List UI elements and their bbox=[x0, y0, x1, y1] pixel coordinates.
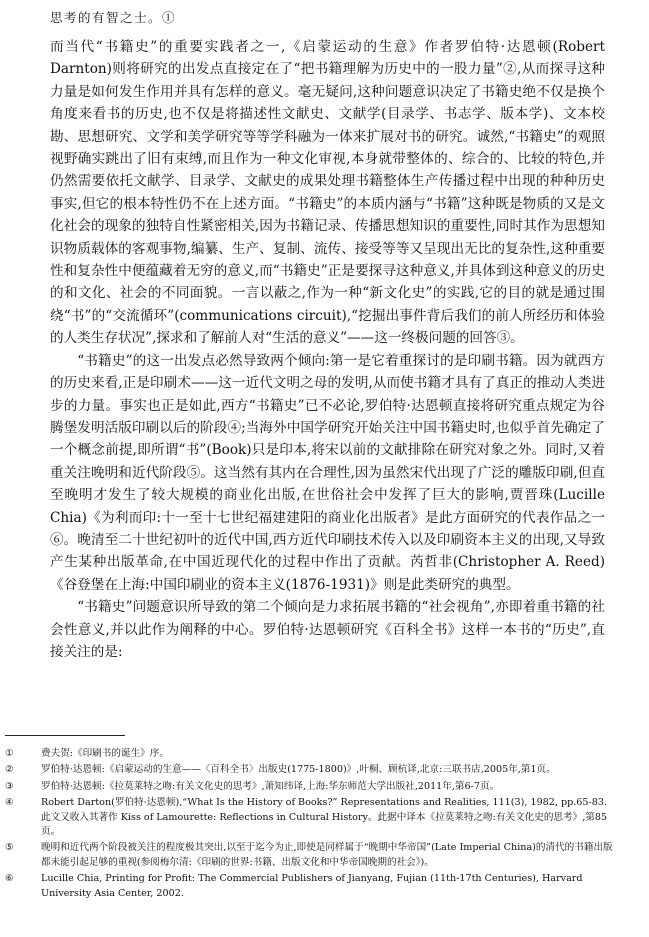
continued-line: 思考的有智之士。① bbox=[50, 10, 177, 25]
footnote-text: 费夫贺:《印刷书的诞生》序。 bbox=[41, 748, 169, 759]
footnote-5 bbox=[5, 841, 617, 870]
footnote-text: 晚明和近代两个阶段被关注的程度极其突出,以至于迄今为止,即使是同样属于“晚期中华帝国”(Late Imperial China)的清代的书籍出版都未能引起足够的重视(参阅梅尔清:《印刷的世界:书籍、出版文化和中华帝国晚期的社会》)。 bbox=[41, 842, 613, 868]
footnote-number: ① bbox=[5, 748, 14, 759]
footnote-4 bbox=[5, 796, 617, 839]
footnote-3 bbox=[5, 780, 617, 794]
paragraph-2: “书籍史”的这一出发点必然导致两个倾向:第一是它着重探讨的是印刷书籍。因为就西方的历史来看,正是印刷术——这一近代文明之母的发明,从而使书籍才具有了真正的推动人类进步的力量。事实也正是如此,西方“书籍史”已不必论,罗伯特·达恩顿直接将研究重点规定为谷腾堡发明活版印刷以后的阶段④;当海外中国学研究开始关注中国书籍史时,也似乎首先确定了一个概念前提,即所谓“书”(Book)只是印本,将宋以前的文献排除在研究对象之外。同时,又着重关注晚明和近代阶段⑤。这当然有其内在合理性,因为虽然宋代出现了广泛的雕版印刷,但直至晚明才发生了较大规模的商业化出版,在世俗社会中发挥了巨大的影响,贾晋珠(Lucille Chia)《为利而印:十一至十七世纪福建建阳的商业化出版者》是此方面研究的代表作品之一⑥。晚清至二十世纪初叶的近代中国,西方近代印刷技术传入以及印刷资本主义的出现,又导致产生某种出版革命,在中国近现代化的过程中作出了贡献。芮哲非(Christopher A. Reed)《谷登堡在上海:中国印刷业的资本主义(1876-1931)》则是此类研究的典型。 bbox=[50, 352, 605, 593]
paragraph-3: “书籍史”问题意识所导致的第二个倾向是力求拓展书籍的“社会视角”,亦即着重书籍的社会性意义,并以此作为阐释的中心。罗伯特·达恩顿研究《百科全书》这样一本书的“历史”,直接关注的是: bbox=[50, 599, 605, 660]
footnotes bbox=[5, 747, 617, 903]
footnote-number: ⑥ bbox=[5, 873, 14, 885]
footnote-text: 罗伯特·达恩顿:《拉莫莱特之吻:有关文化史的思考》,萧知纬译,上海:华东师范大学出版社,2011年,第6-7页。 bbox=[41, 780, 500, 792]
footnote-divider bbox=[5, 735, 125, 736]
footnote-number: ② bbox=[5, 764, 14, 776]
footnote-text: 罗伯特·达恩顿:《启蒙运动的生意——〈百科全书〉出版史(1775-1800)》,叶桐、顾杭译,北京:三联书店,2005年,第1页。 bbox=[41, 764, 556, 776]
footnote-text: Lucille Chia, Printing for Profit: The Commercial Publishers of Jianyang, Fujian (11th-17th Centuries), Harvard University Asia Center, 2002. bbox=[41, 873, 583, 899]
footnote-1 bbox=[5, 747, 617, 761]
footnote-number: ⑤ bbox=[5, 842, 14, 854]
body-text bbox=[50, 36, 605, 663]
footnote-6 bbox=[5, 872, 617, 901]
footnote-number: ④ bbox=[5, 797, 14, 809]
footnote-2 bbox=[5, 763, 617, 777]
paragraph-1: 而当代“书籍史”的重要实践者之一,《启蒙运动的生意》作者罗伯特·达恩顿(Robert Darnton)则将研究的出发点直接定在了“把书籍理解为历史中的一股力量”②,从而探寻这种力量是如何发生作用并具有怎样的意义。毫无疑问,这种问题意识决定了书籍史绝不仅是换个角度来看书的历史,也不仅是将描述性文献史、文献学(目录学、书志学、版本学)、文本校勘、思想研究、文学和美学研究等等学科融为一体来扩展对书的研究。诚然,“书籍史”的观照视野确实跳出了旧有束缚,而且作为一种文化审视,本身就带整体的、综合的、比较的特色,并仍然需要依托文献学、目录学、文献史的成果处理书籍整体生产传播过程中出现的种种历史事实,但它的根本特性仍不在上述方面。“书籍史”的本质内涵与“书籍”这种既是物质的又是文化社会的现象的独特自性紧密相关,因为书籍记录、传播思想知识的重要性,同时其作为思想知识物质载体的客观事物,编纂、生产、复制、流传、接受等等又呈现出无比的复杂性,这种重要性和复杂性中便蕴藏着无穷的意义,而“书籍史”正是要探寻这种意义,并具体到这种意义的历史的和文化、社会的不同面貌。一言以蔽之,作为一种“新文化史”的实践,它的目的就是通过围绕“书”的“交流循环”(communications circuit),“挖掘出事件背后我们的前人所经历和体验的人类生存状况”,探求和了解前人对“生活的意义”——这一终极问题的回答③。 bbox=[50, 39, 605, 347]
footnote-number: ③ bbox=[5, 780, 14, 792]
footnote-text: Robert Darton(罗伯特·达恩顿),“What Is the History of Books?” Representations and Realities, 111(3), 1982, pp.65-83. 此文又收入其著作 Kiss of Lamourette: Reflections in Cultural History。此据中译本《拉莫莱特之吻:有关文化史的思考》,第85页。 bbox=[41, 797, 608, 838]
